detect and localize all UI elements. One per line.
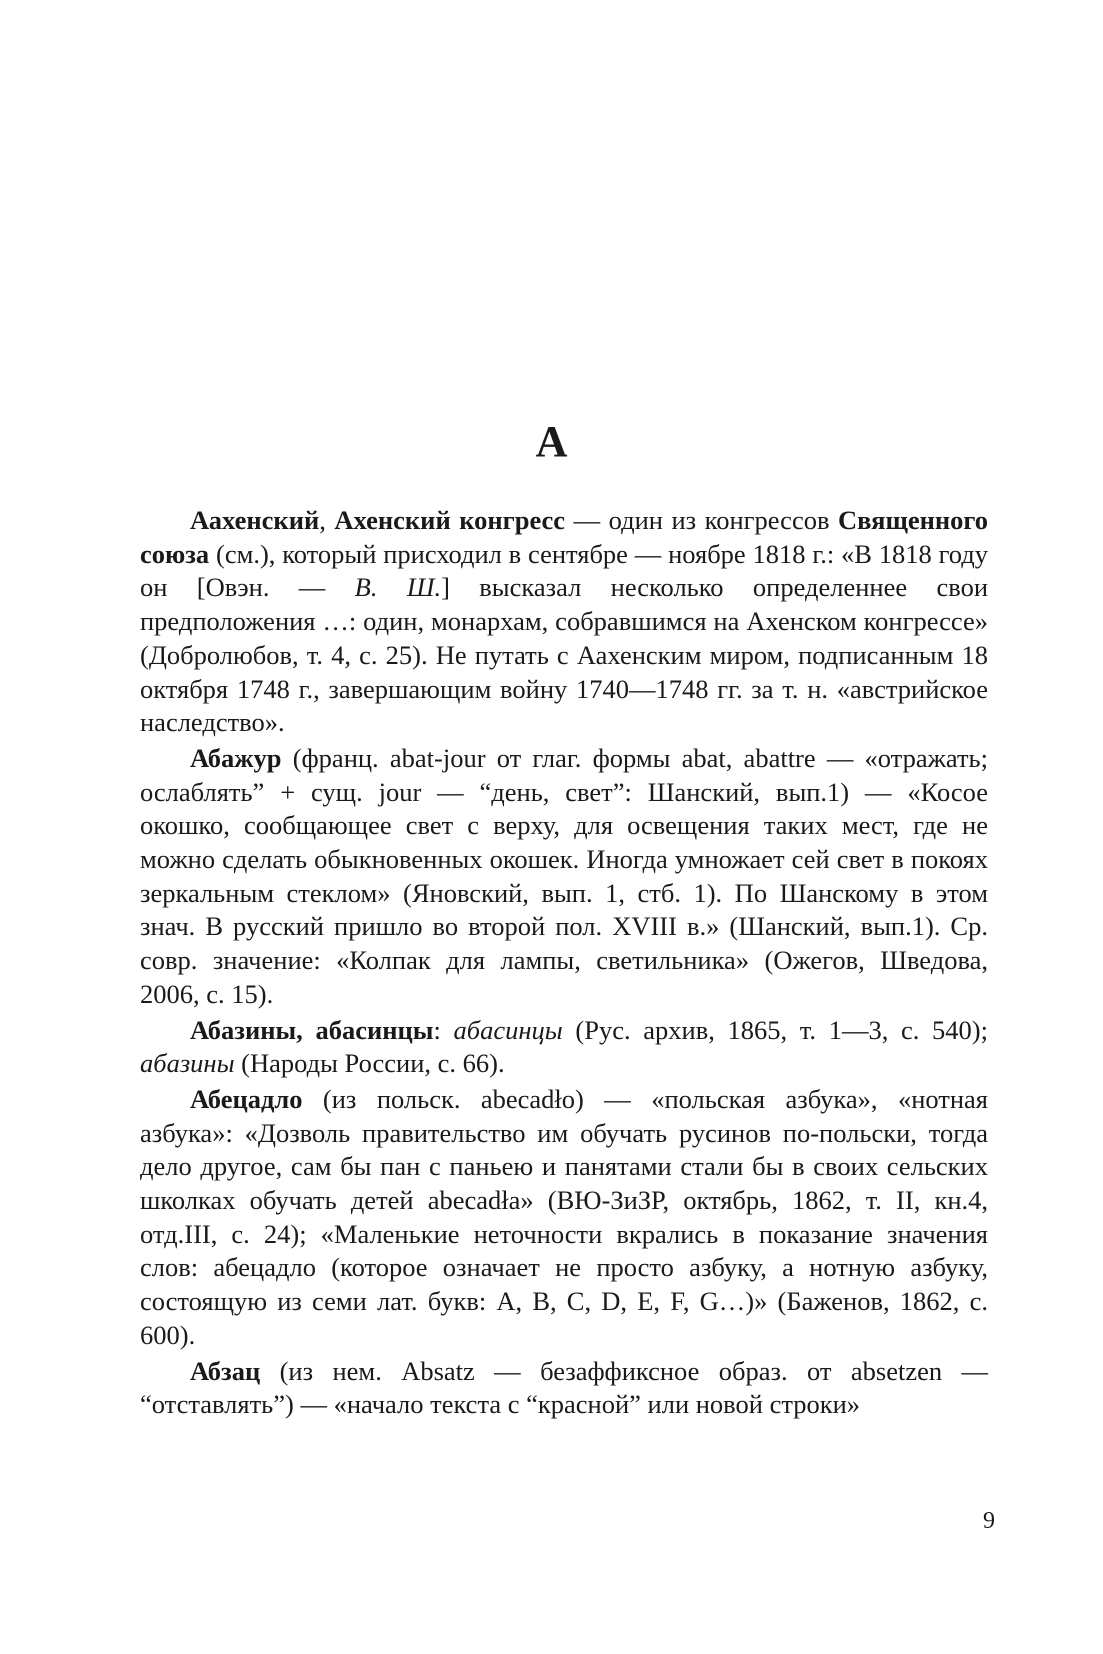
entry-text: — один из конгрессов [565,505,839,535]
section-letter-heading: А [535,417,568,466]
entry-text: (из нем. Absatz — безаффиксное образ. от absetzen — “отставлять”) — «начало текста с “красной” или новой строки» [140,1355,988,1420]
entry-text: (из польск. abecadło) — «польская азбука», «нотная азбука»: «Дозволь правительство им обучать русинов по-польски, тогда дело другое, сам бы пан с паньею и панятами стали бы в своих сельских школках обучать детей abecadła» (ВЮ-ЗиЗР, октябрь, 1862, т. II, кн.4, отд.III, с. 24); «Маленькие неточности вкрались в показание значения слов: абецадло (которое означает не просто азбуку, а нотную азбуку, состоящую из семи лат. букв: A, B, C, D, E, F, G…)» (Баженов, 1862, с. 600). [140,1083,988,1350]
entry-text: : [433,1014,454,1045]
entry-abaziny [140,1014,988,1081]
entry-aachen [140,504,988,740]
entry-term: Абазины, абасинцы [190,1014,434,1045]
entry-term: Абзац [190,1355,261,1386]
entry-term: Абажур [190,742,282,773]
entry-abazhur [140,742,988,1012]
entry-abetsadlo [140,1083,988,1353]
entry-variant-form: абазины [140,1048,235,1079]
entry-text: (франц. abat-jour от глаг. формы abat, abattre — «отражать; ослаблять” + сущ. jour — “день, свет”: Шанский, вып.1) — «Косое окошко, сообщающее свет с верху, для освещения таких мест, где не можно сделать обыкновенных окошек. Иногда умножает сей свет в покоях зеркальным стеклом» (Яновский, вып. 1, стб. 1). По Шанскому в этом знач. В русский пришло во второй пол. XVIII в.» (Шанский, вып.1). Ср. совр. значение: «Колпак для лампы, светильника» (Ожегов, Шведова, 2006, с. 15). [140,742,988,1009]
entry-text: (см.), который присходил в сентябре — ноябре 1818 г.: «В 1818 году он [Овэн. — [140,538,988,603]
entry-term: Аахенский [190,505,320,535]
entry-text: ] высказал несколько определеннее свои предположения …: один, монархам, собравшимся на Ахенском конгрессе» (Добролюбов, т. 4, с. 25). Не путать с Аахенским миром, подписанным 18 октября 1748 г., завершающим войну 1740—1748 гг. за т. н. «австрийское наследство». [140,572,988,738]
entry-text: (Рус. архив, 1865, т. 1—3, с. 540); [562,1014,988,1045]
entry-text: (Народы России, с. 66). [234,1048,505,1079]
entry-variant-form: абасинцы [453,1014,563,1045]
dictionary-text-block [140,504,988,1422]
entry-cross-reference: Священного союза [140,505,988,569]
entry-term-variant: Ахенский конгресс [334,505,566,535]
page-number: 9 [983,1508,995,1534]
entry-separator: , [319,505,335,535]
entry-author-initials: В. Ш. [354,572,442,603]
entry-term: Абецадло [190,1083,303,1114]
entry-abzats [140,1355,988,1422]
